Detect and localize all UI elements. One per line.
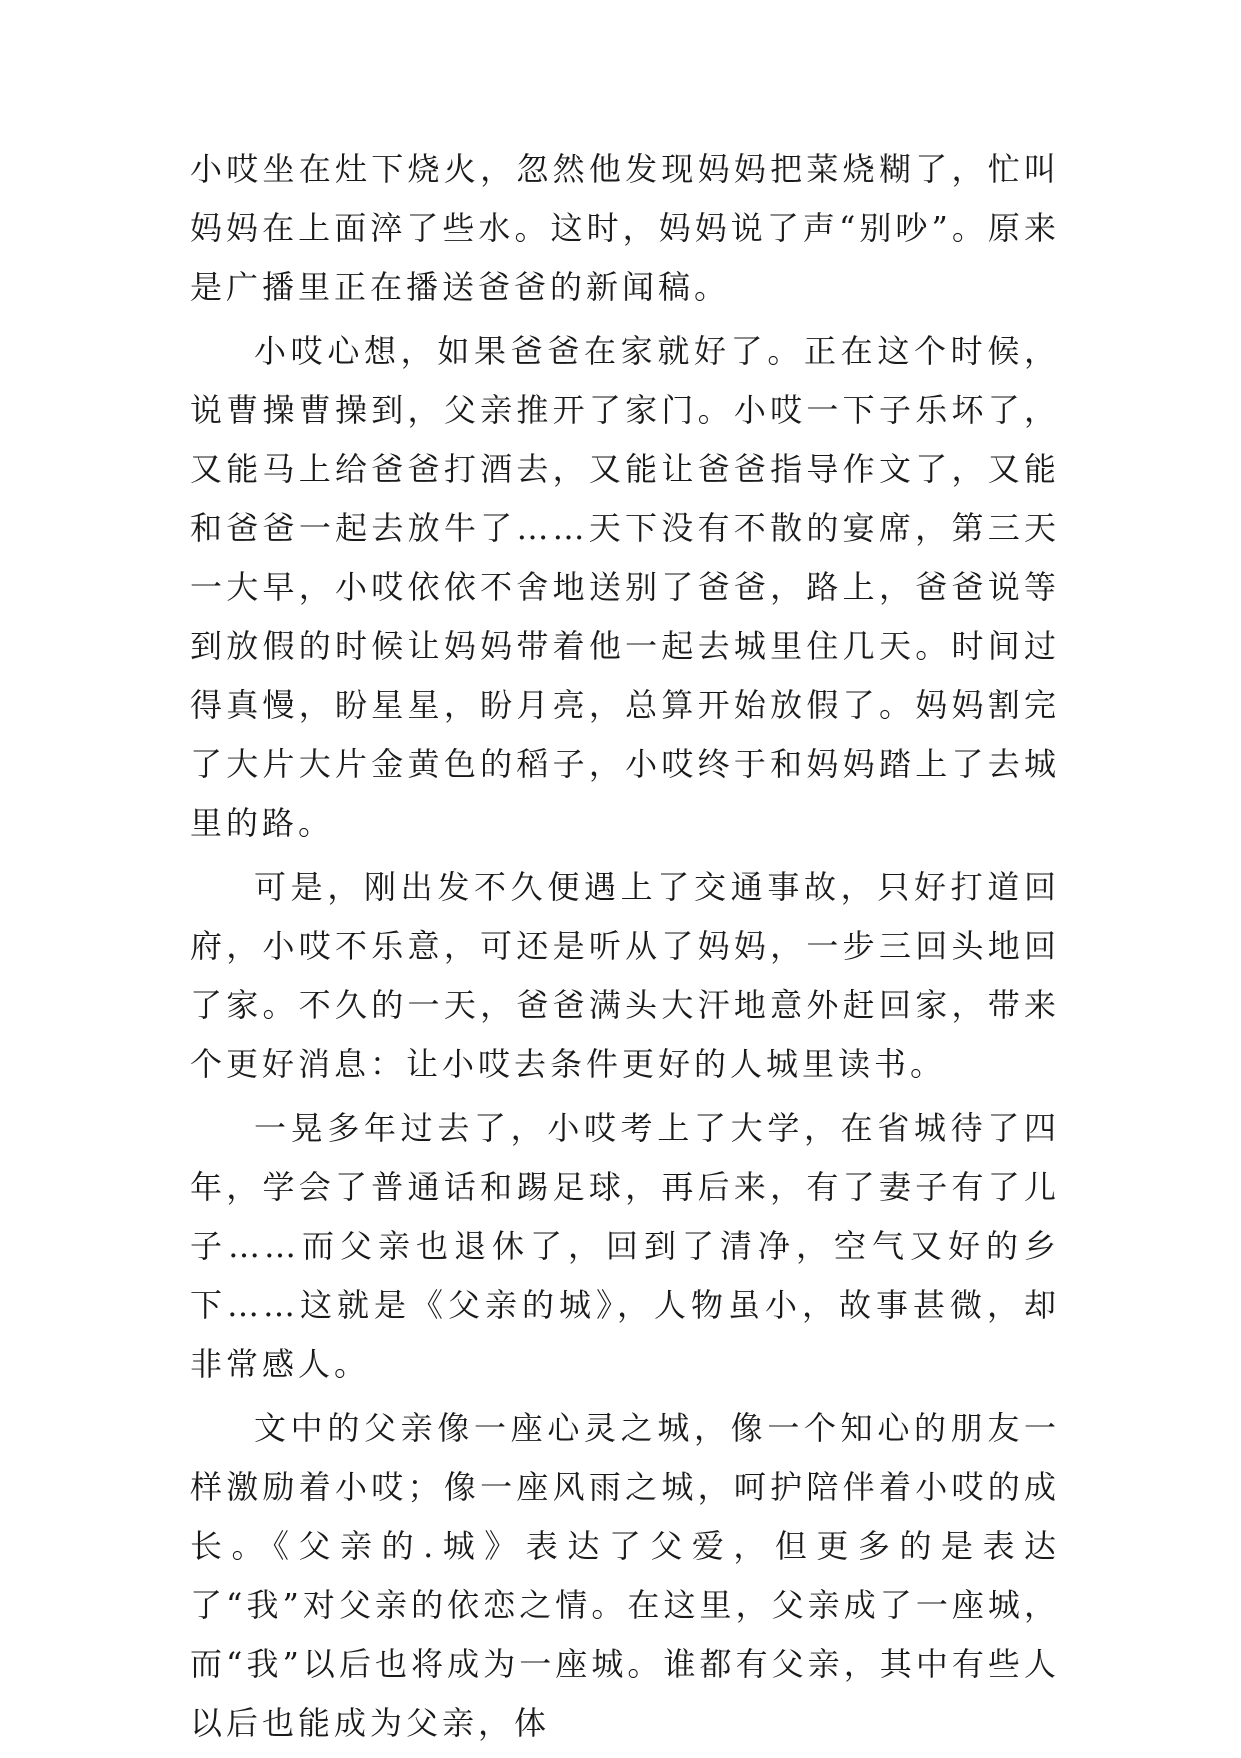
document-page (190, 140, 1060, 1758)
paragraph-2: 小哎心想，如果爸爸在家就好了。正在这个时候，说曹操曹操到，父亲推开了家门。小哎一下子乐坏了，又能马上给爸爸打酒去，又能让爸爸指导作文了，又能和爸爸一起去放牛了……天下没有不散的宴席，第三天一大早，小哎依依不舍地送别了爸爸，路上，爸爸说等到放假的时候让妈妈带着他一起去城里住几天。时间过得真慢，盼星星，盼月亮，总算开始放假了。妈妈割完了大片大片金黄色的稻子，小哎终于和妈妈踏上了去城里的路。 (190, 332, 1060, 842)
paragraph-5: 文中的父亲像一座心灵之城，像一个知心的朋友一样激励着小哎；像一座风雨之城，呵护陪伴着小哎的成长。《父亲的.城》表达了父爱，但更多的是表达了“我”对父亲的依恋之情。在这里，父亲成了一座城，而“我”以后也将成为一座城。谁都有父亲，其中有些人以后也能成为父亲，体 (190, 1409, 1060, 1742)
paragraph-3: 可是，刚出发不久便遇上了交通事故，只好打道回府，小哎不乐意，可还是听从了妈妈，一步三回头地回了家。不久的一天，爸爸满头大汗地意外赶回家，带来个更好消息：让小哎去条件更好的人城里读书。 (190, 868, 1060, 1083)
paragraph-1: 小哎坐在灶下烧火，忽然他发现妈妈把菜烧糊了，忙叫妈妈在上面淬了些水。这时，妈妈说了声“别吵”。原来是广播里正在播送爸爸的新闻稿。 (190, 150, 1060, 306)
paragraph-4: 一晃多年过去了，小哎考上了大学，在省城待了四年，学会了普通话和踢足球，再后来，有了妻子有了儿子……而父亲也退休了，回到了清净，空气又好的乡下……这就是《父亲的城》，人物虽小，故事甚微，却非常感人。 (190, 1109, 1060, 1383)
